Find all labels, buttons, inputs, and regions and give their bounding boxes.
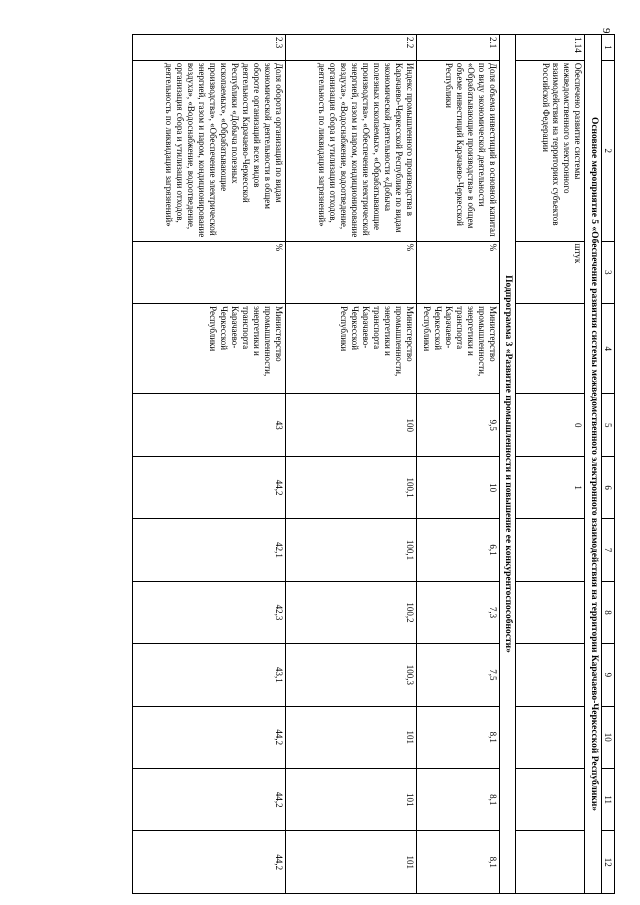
row-number: 2.3 <box>132 35 285 61</box>
table-row <box>132 35 285 894</box>
value-cell: 7,3 <box>416 581 499 643</box>
subprogram-header-row <box>499 35 516 894</box>
column-number: 6 <box>602 456 615 518</box>
value-cell: 101 <box>285 769 416 831</box>
unit: % <box>285 241 416 303</box>
value-cell: 7,5 <box>416 644 499 706</box>
value-cell: 44,2 <box>132 456 285 518</box>
indicator-name: Доля объема инвестиций в основной капитал по виду экономической деятельности «Обрабатывающие производства» в общем объеме инвестиций Карачаево-Черкесской Республики <box>416 60 499 241</box>
column-number: 10 <box>602 706 615 768</box>
row-number: 2.1 <box>416 35 499 61</box>
unit: % <box>416 241 499 303</box>
row-number: 1.14 <box>516 35 585 61</box>
column-number: 12 <box>602 831 615 894</box>
value-cell: 44,2 <box>132 706 285 768</box>
subprogram3-title: Подпрограмма 3 «Развитие промышленности и повышение ее конкурентоспособности» <box>499 35 516 894</box>
value-cell <box>516 769 585 831</box>
executor: Министерство промышленности, энергетики и транспорта Карачаево-Черкесской Республики <box>416 304 499 394</box>
column-number: 2 <box>602 60 615 241</box>
indicator-name: Индекс промышленного производства в Карачаево-Черкесской Республике по видам экономической деятельности «Добыча полезных ископаемых», «Обрабатывающие производства», «Обеспечение электрической энергией, газом и паром, кондиционирование воздуха», «Водоснабжение, водоотведение, организация сбора и утилизации отходов, деятельность по ликвидации загрязнений» <box>285 60 416 241</box>
value-cell: 101 <box>285 706 416 768</box>
column-number: 1 <box>602 35 615 61</box>
section5-title: Основное мероприятие 5 «Обеспечение развития системы межведомственного электронного взаимодействия на территории Карачаево-Черкесской Республики» <box>585 35 602 894</box>
section-header-row <box>585 35 602 894</box>
value-cell <box>516 519 585 581</box>
value-cell: 9,5 <box>416 394 499 456</box>
value-cell: 44,2 <box>132 769 285 831</box>
unit: штук <box>516 241 585 303</box>
column-number: 5 <box>602 394 615 456</box>
value-cell: 100,3 <box>285 644 416 706</box>
value-cell: 100 <box>285 394 416 456</box>
column-number-row <box>602 35 615 894</box>
value-cell: 42,3 <box>132 581 285 643</box>
value-cell <box>516 831 585 894</box>
indicators-table <box>132 34 615 894</box>
value-cell: 100,1 <box>285 519 416 581</box>
row-number: 2.2 <box>285 35 416 61</box>
column-number: 3 <box>602 241 615 303</box>
table-row <box>285 35 416 894</box>
executor: Министерство промышленности, энергетики и транспорта Карачаево-Черкесской Республики <box>132 304 285 394</box>
column-number: 7 <box>602 519 615 581</box>
unit: % <box>132 241 285 303</box>
table-row <box>516 35 585 894</box>
value-cell: 10 <box>416 456 499 518</box>
value-cell: 1 <box>516 456 585 518</box>
value-cell: 100,2 <box>285 581 416 643</box>
value-cell <box>516 581 585 643</box>
value-cell: 42,1 <box>132 519 285 581</box>
value-cell: 8,1 <box>416 706 499 768</box>
indicator-name: Обеспечено развитие системы межведомственного электронного взаимодействия на территориях субъектов Российской Федерации <box>516 60 585 241</box>
value-cell: 43 <box>132 394 285 456</box>
column-number: 11 <box>602 769 615 831</box>
value-cell: 8,1 <box>416 831 499 894</box>
value-cell: 6,1 <box>416 519 499 581</box>
indicator-name: Доля оборота организаций по видам экономической деятельности в общем обороте организаций всех видов деятельности Карачаево-Черкесской Республики «Добыча полезных ископаемых», «Обрабатывающие производства», «Обеспечение электрической энергией, газом и паром, кондиционирование воздуха», «Водоснабжение, водоотведение, организация сбора и утилизации отходов, деятельность по ликвидации загрязнений» <box>132 60 285 241</box>
executor: Министерство промышленности, энергетики и транспорта Карачаево-Черкесской Республики <box>285 304 416 394</box>
value-cell <box>516 706 585 768</box>
value-cell: 100,1 <box>285 456 416 518</box>
value-cell: 43,1 <box>132 644 285 706</box>
value-cell <box>516 644 585 706</box>
rotated-table-container <box>85 34 615 894</box>
value-cell: 0 <box>516 394 585 456</box>
executor <box>516 304 585 394</box>
table-row <box>416 35 499 894</box>
column-number: 4 <box>602 304 615 394</box>
value-cell: 44,2 <box>132 831 285 894</box>
column-number: 8 <box>602 581 615 643</box>
value-cell: 101 <box>285 831 416 894</box>
page-number: 9 <box>600 28 612 34</box>
column-number: 9 <box>602 644 615 706</box>
value-cell: 8,1 <box>416 769 499 831</box>
